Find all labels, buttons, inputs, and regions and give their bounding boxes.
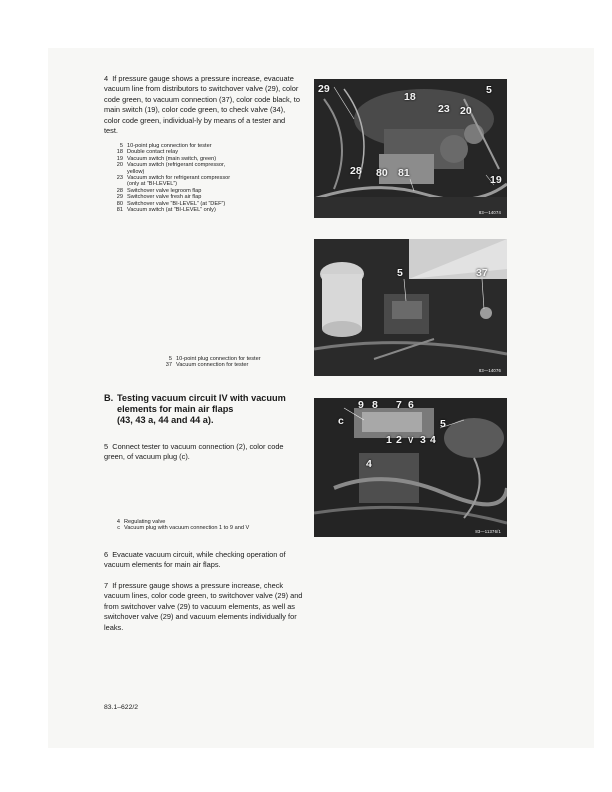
legend-item: 23 Vacuum switch for refrigerant compressor	[116, 175, 231, 182]
legend-item: 80 Switchover valve “BI-LEVEL” (at “DEF”)	[116, 200, 226, 207]
legend-item: 37 Vacuum connection for tester	[165, 362, 249, 369]
photo-ref-number: 83—14074	[478, 210, 501, 215]
callout-c: c	[338, 415, 344, 427]
legend-item: 4 Regulating valve	[116, 519, 166, 525]
callout-23: 23	[438, 103, 450, 115]
callout-3: 3	[420, 434, 426, 446]
callout-4: 4	[430, 434, 436, 446]
step-6-paragraph: 6 Evacuate vacuum circuit, while checking operation of vacuum elements for main air flaps.	[104, 550, 286, 570]
callout-5: 5	[486, 84, 492, 96]
step-4-paragraph: 4 If pressure gauge shows a pressure increase, evacuate vacuum line from distributors to switchover valve (29), color code green, to vacuum connection (37), color code black, to main switch (19), color code green, to check valve (34), color code green, individual-ly by means of a tester and test.	[104, 74, 300, 136]
legend-photo-2	[160, 356, 310, 369]
legend-item: 5 10-point plug connection for tester	[119, 143, 212, 149]
photo-plug-connection	[314, 239, 507, 376]
page-number: 83.1–622/2	[104, 704, 139, 711]
photo-2-drawing	[314, 239, 507, 376]
legend-item: 19 Vacuum switch (main switch, green)	[116, 155, 217, 162]
callout-v: V	[408, 436, 414, 445]
legend-item: 5 10-point plug connection for tester	[168, 356, 261, 362]
callout-18: 18	[404, 91, 416, 103]
callout-5: 5	[397, 267, 403, 279]
callout-28: 28	[350, 165, 362, 177]
legend-item: 29 Switchover valve fresh air flap	[116, 194, 202, 201]
callout-7: 7	[396, 399, 402, 411]
photo-vacuum-plug	[314, 398, 507, 537]
legend-item: 20 Vacuum switch (refrigerant compressor,	[116, 162, 226, 169]
callout-4-regulating-valve: 4	[366, 458, 372, 470]
photo-ref-number: 83—11376/1	[475, 529, 501, 534]
legend-item: 28 Switchover valve legroom flap	[116, 187, 202, 194]
legend-item: yellow)	[127, 168, 145, 175]
photo-engine-vacuum-switches	[314, 79, 507, 218]
legend-item: 81 Vacuum switch (at “BI-LEVEL” only)	[116, 207, 216, 214]
callout-81: 81	[398, 167, 410, 179]
legend-item: (only at “BI-LEVEL”)	[127, 181, 178, 188]
callout-20: 20	[460, 105, 472, 117]
callout-29: 29	[318, 83, 330, 95]
callout-9: 9	[358, 399, 364, 411]
callout-37: 37	[476, 267, 488, 279]
callout-80: 80	[376, 167, 388, 179]
legend-photo-3	[112, 519, 312, 532]
callout-8: 8	[372, 399, 378, 411]
step-7-paragraph: 7 If pressure gauge shows a pressure increase, check vacuum lines, color code green, to switchover valve (29) and from switchover valve (29) to vacuum elements, as well as switchover valve (29) and vacuum elements individually for leaks.	[104, 581, 303, 632]
photo-ref-number: 83—14076	[478, 368, 501, 373]
callout-2: 2	[396, 434, 402, 446]
callout-5: 5	[440, 418, 446, 430]
legend-item: c Vacuum plug with vacuum connection 1 to 9 and V	[117, 525, 250, 532]
step-5-paragraph: 5 Connect tester to vacuum connection (2), color code green, of vacuum plug (c).	[104, 442, 284, 462]
section-b-heading: B. Testing vacuum circuit IV with vacuum elements for main air flaps (43, 43 a, 44 and 44 a).	[104, 393, 286, 425]
legend-photo-1	[111, 143, 311, 213]
callout-1: 1	[386, 434, 392, 446]
callout-19: 19	[490, 174, 502, 186]
callout-6: 6	[408, 399, 414, 411]
legend-item: 18 Double contact relay	[116, 149, 178, 156]
